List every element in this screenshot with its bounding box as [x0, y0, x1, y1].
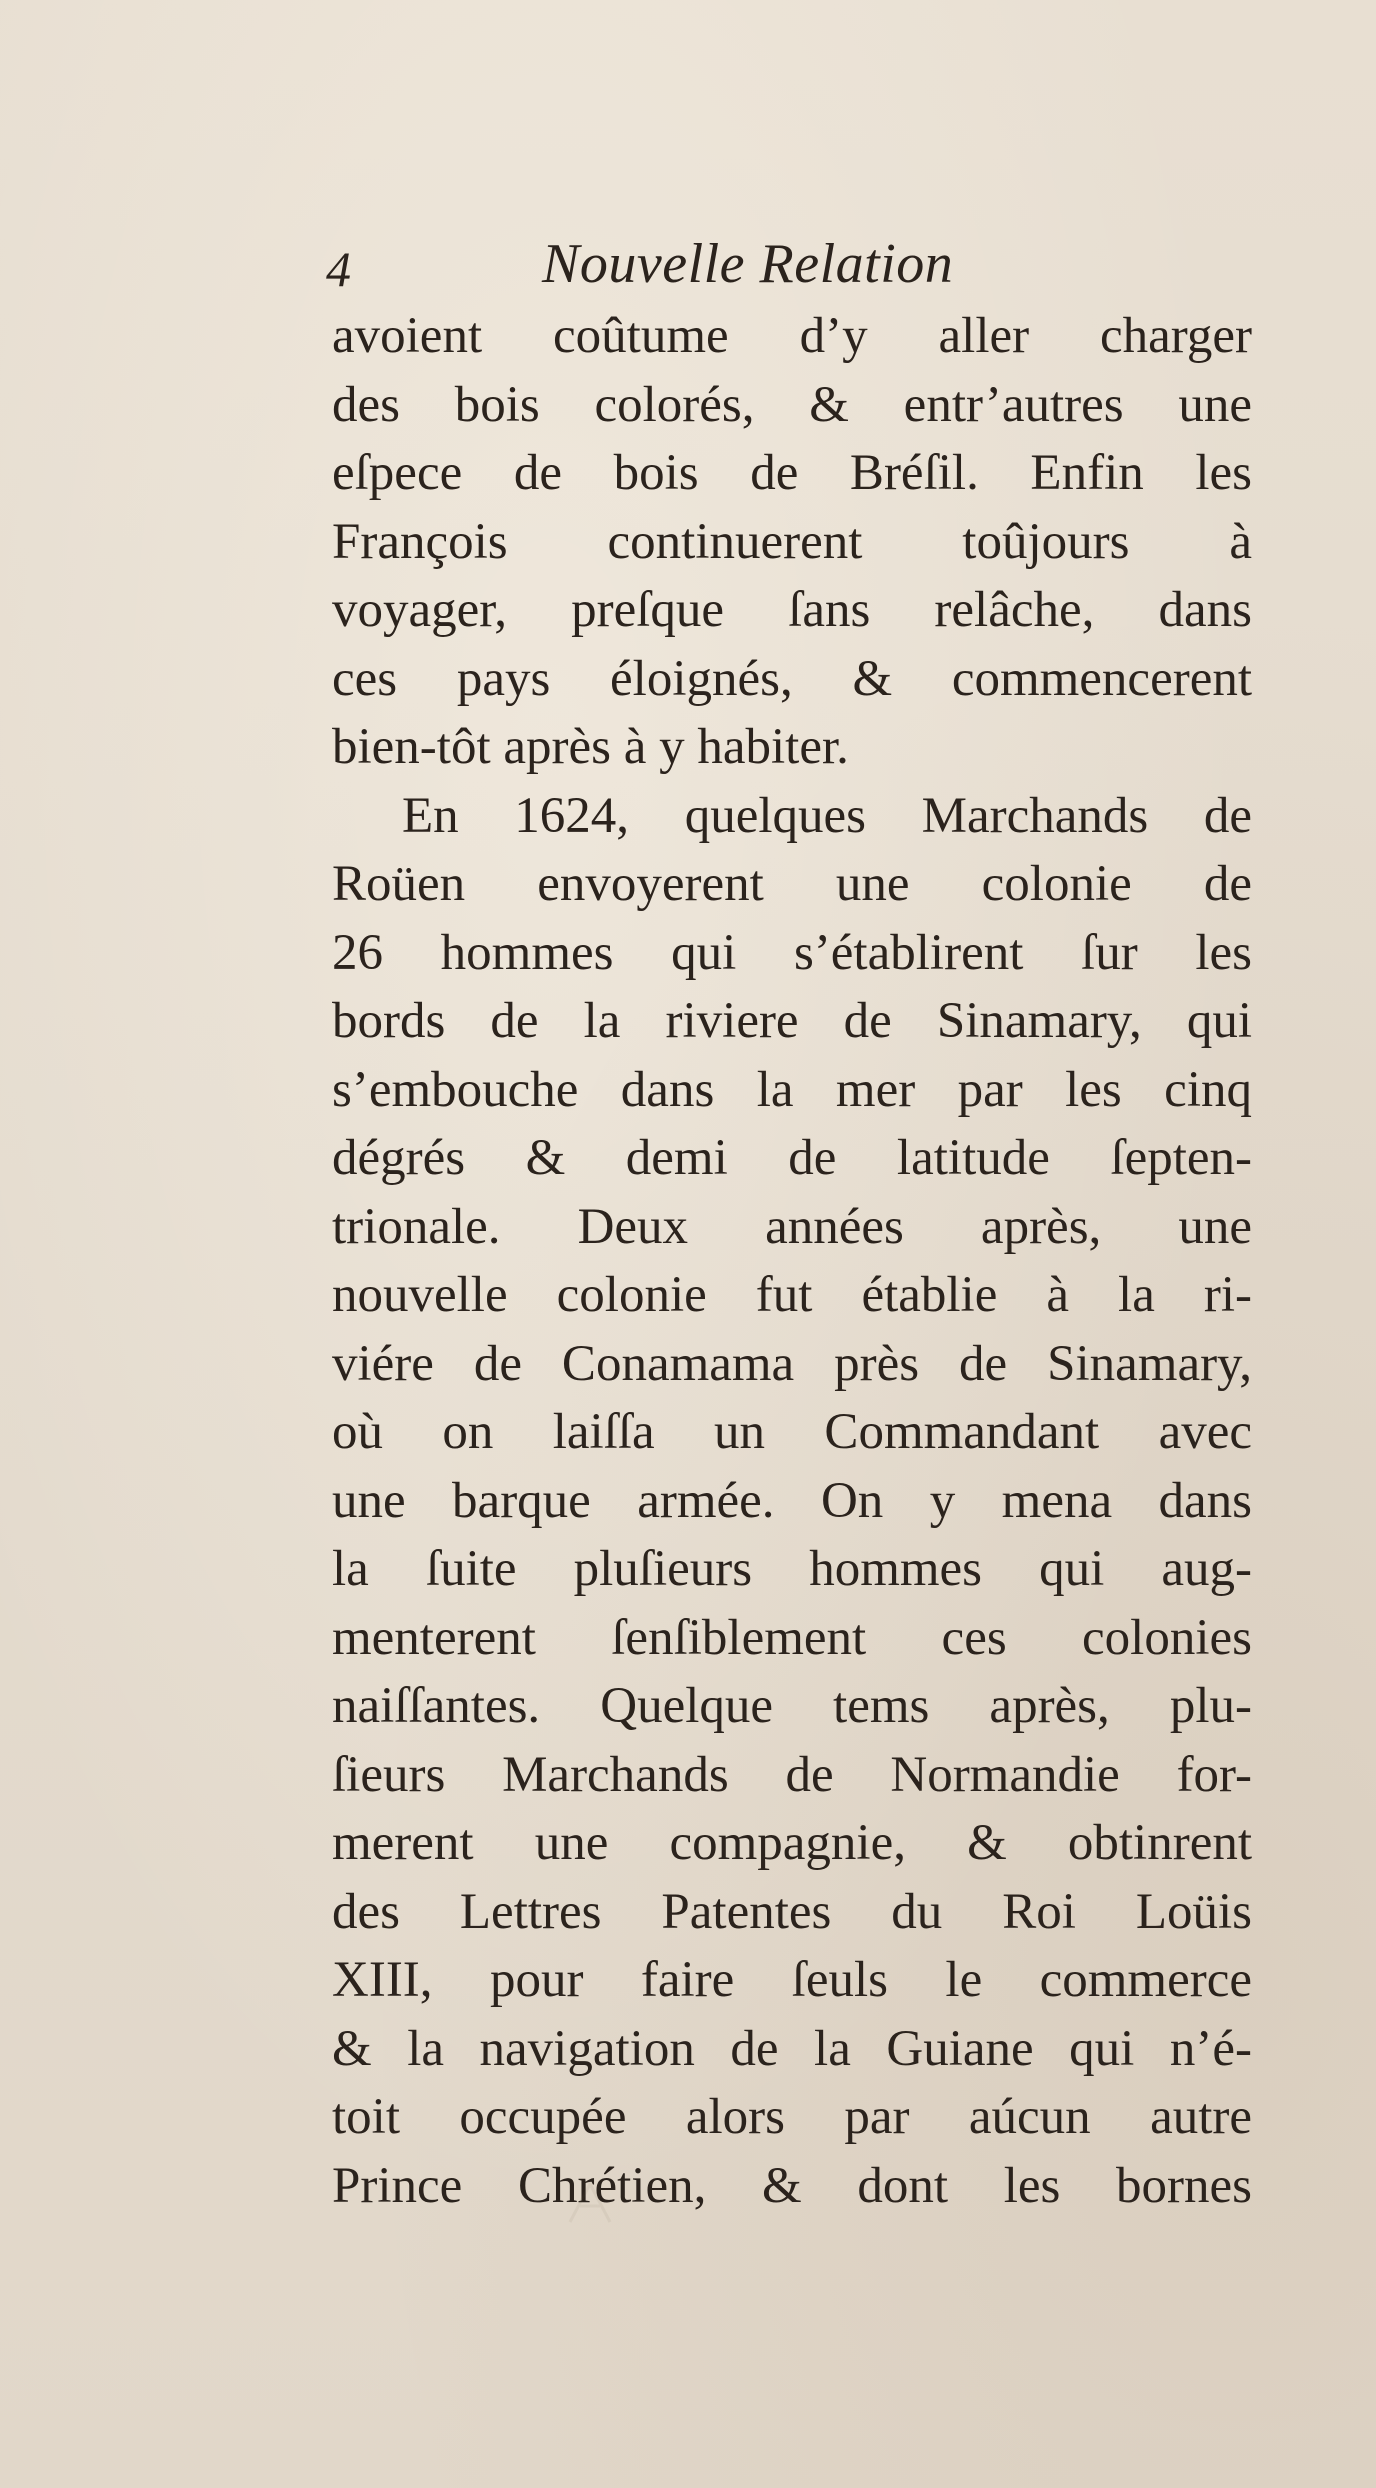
- text-line: menterent ſenſiblement ces colonies: [332, 1609, 1252, 1666]
- text-line: bien-tôt après à y habiter.: [332, 719, 849, 775]
- faint-ink-mark: [560, 2172, 640, 2232]
- text-line: une barque armée. On y mena dans: [332, 1472, 1252, 1529]
- text-line: 26 hommes qui s’établirent ſur les: [332, 924, 1252, 981]
- text-line: Prince Chrétien, & dont les bornes: [332, 2157, 1252, 2214]
- body-text: [332, 302, 1252, 2220]
- text-line: où on laiſſa un Commandant avec: [332, 1404, 1252, 1460]
- text-line: viére de Conamama près de Sinamary,: [332, 1335, 1252, 1392]
- text-line: ſieurs Marchands de Normandie for-: [332, 1746, 1252, 1803]
- text-line: XIII, pour faire ſeuls le commerce: [332, 1952, 1252, 2008]
- text-line: bords de la riviere de Sinamary, qui: [332, 993, 1252, 1049]
- text-line: dégrés & demi de latitude ſepten-: [332, 1130, 1252, 1186]
- text-line: trionale. Deux années après, une: [332, 1198, 1252, 1255]
- text-line: des Lettres Patentes du Roi Loüis: [332, 1883, 1252, 1940]
- text-line: la ſuite pluſieurs hommes qui aug-: [332, 1541, 1252, 1597]
- text-line: & la navigation de la Guiane qui n’é-: [332, 2020, 1252, 2077]
- text-line: nouvelle colonie fut établie à la ri-: [332, 1267, 1252, 1323]
- text-line: merent une compagnie, & obtinrent: [332, 1815, 1252, 1871]
- text-line: des bois colorés, & entr’autres une: [332, 376, 1252, 433]
- page-number: 4: [326, 241, 351, 297]
- text-line: s’embouche dans la mer par les cinq: [332, 1061, 1252, 1118]
- text-line: toit occupée alors par aúcun autre: [332, 2089, 1252, 2145]
- text-line: François continuerent toûjours à: [332, 513, 1252, 570]
- text-line: ces pays éloignés, & commencerent: [332, 650, 1252, 707]
- text-line: En 1624, quelques Marchands de: [402, 787, 1252, 844]
- text-line: eſpece de bois de Bréſil. Enfin les: [332, 445, 1252, 501]
- text-line: Roüen envoyerent une colonie de: [332, 856, 1252, 912]
- text-line: naiſſantes. Quelque tems après, plu-: [332, 1678, 1252, 1734]
- running-title: Nouvelle Relation: [542, 233, 954, 295]
- text-line: avoient coûtume d’y aller charger: [332, 308, 1252, 364]
- text-line: voyager, preſque ſans relâche, dans: [332, 582, 1252, 638]
- page-header: [326, 232, 1086, 302]
